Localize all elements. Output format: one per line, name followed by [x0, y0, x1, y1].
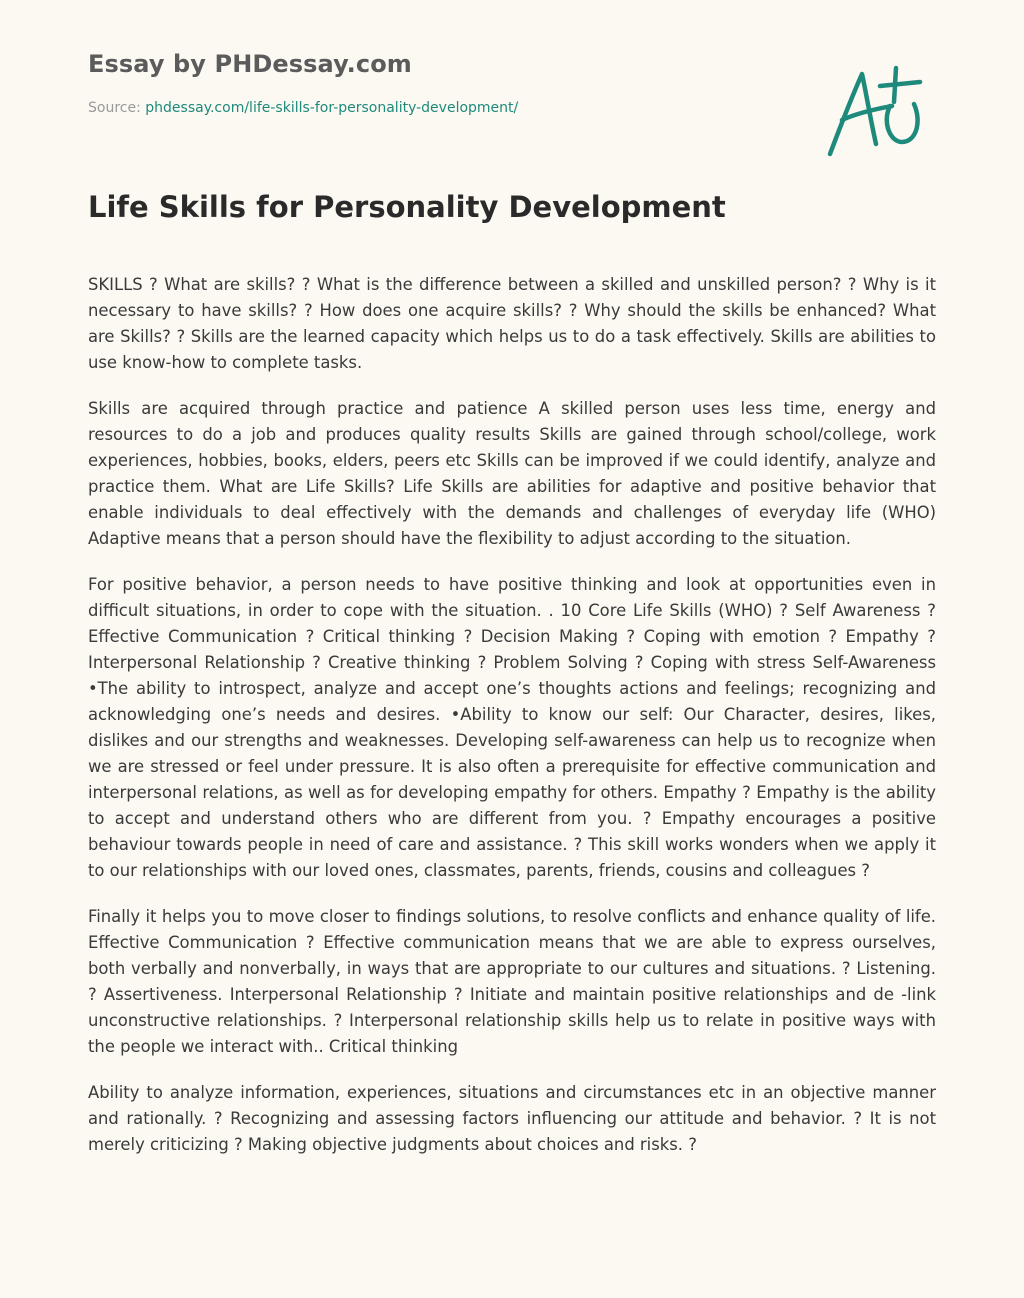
page-header	[88, 50, 518, 116]
page-title: Life Skills for Personality Development	[88, 190, 726, 224]
source-link[interactable]: phdessay.com/life-skills-for-personality-development/	[145, 100, 519, 116]
essay-paragraph: Ability to analyze information, experiences, situations and circumstances etc in an objective manner and rationally. ? Recognizing and assessing factors influencing our attitude and behavior. ? It is not merely criticizing ? Making objective judgments about choices and risks. ?	[88, 1083, 936, 1154]
essay-paragraph: Finally it helps you to move closer to findings solutions, to resolve conflicts and enhance quality of life. Effective Communication ? Effective communication means that we are able to express ourselves, both verbally and nonverbally, in ways that are appropriate to our cultures and situations. ? Listening. ? Assertiveness. Interpersonal Relationship ? Initiate and maintain positive relationships and de -link unconstructive relationships. ? Interpersonal relationship skills help us to relate in positive ways with the people we interact with.. Critical thinking	[88, 907, 936, 1056]
source-label: Source:	[88, 100, 141, 116]
essay-paragraph: Skills are acquired through practice and patience A skilled person uses less time, energy and resources to do a job and produces quality results Skills are gained through school/college, work experiences, hobbies, books, elders, peers etc Skills can be improved if we could identify, analyze and practice them. What are Life Skills? Life Skills are abilities for adaptive and positive behavior that enable individuals to deal effectively with the demands and challenges of everyday life (WHO) Adaptive means that a person should have the flexibility to adjust according to the situation.	[88, 399, 936, 548]
a-plus-grade-icon	[820, 62, 930, 162]
essay-body	[88, 272, 936, 1178]
source-line	[88, 100, 518, 116]
site-brand[interactable]: Essay by PHDessay.com	[88, 50, 412, 78]
essay-paragraph: For positive behavior, a person needs to have positive thinking and look at opportunities even in difficult situations, in order to cope with the situation. . 10 Core Life Skills (WHO) ? Self Awareness ? Effective Communication ? Critical thinking ? Decision Making ? Coping with emotion ? Empathy ? Interpersonal Relationship ? Creative thinking ? Problem Solving ? Coping with stress Self-Awareness •The ability to introspect, analyze and accept one’s thoughts actions and feelings; recognizing and acknowledging one’s needs and desires. •Ability to know our self: Our Character, desires, likes, dislikes and our strengths and weaknesses. Developing self-awareness can help us to recognize when we are stressed or feel under pressure. It is also often a prerequisite for effective communication and interpersonal relations, as well as for developing empathy for others. Empathy ? Empathy is the ability to accept and understand others who are different from you. ? Empathy encourages a positive behaviour towards people in need of care and assistance. ? This skill works wonders when we apply it to our relationships with our loved ones, classmates, parents, friends, cousins and colleagues ?	[88, 575, 936, 880]
essay-paragraph: SKILLS ? What are skills? ? What is the difference between a skilled and unskilled person? ? Why is it necessary to have skills? ? How does one acquire skills? ? Why should the skills be enhanced? What are Skills? ? Skills are the learned capacity which helps us to do a task effectively. Skills are abilities to use know-how to complete tasks.	[88, 275, 936, 372]
